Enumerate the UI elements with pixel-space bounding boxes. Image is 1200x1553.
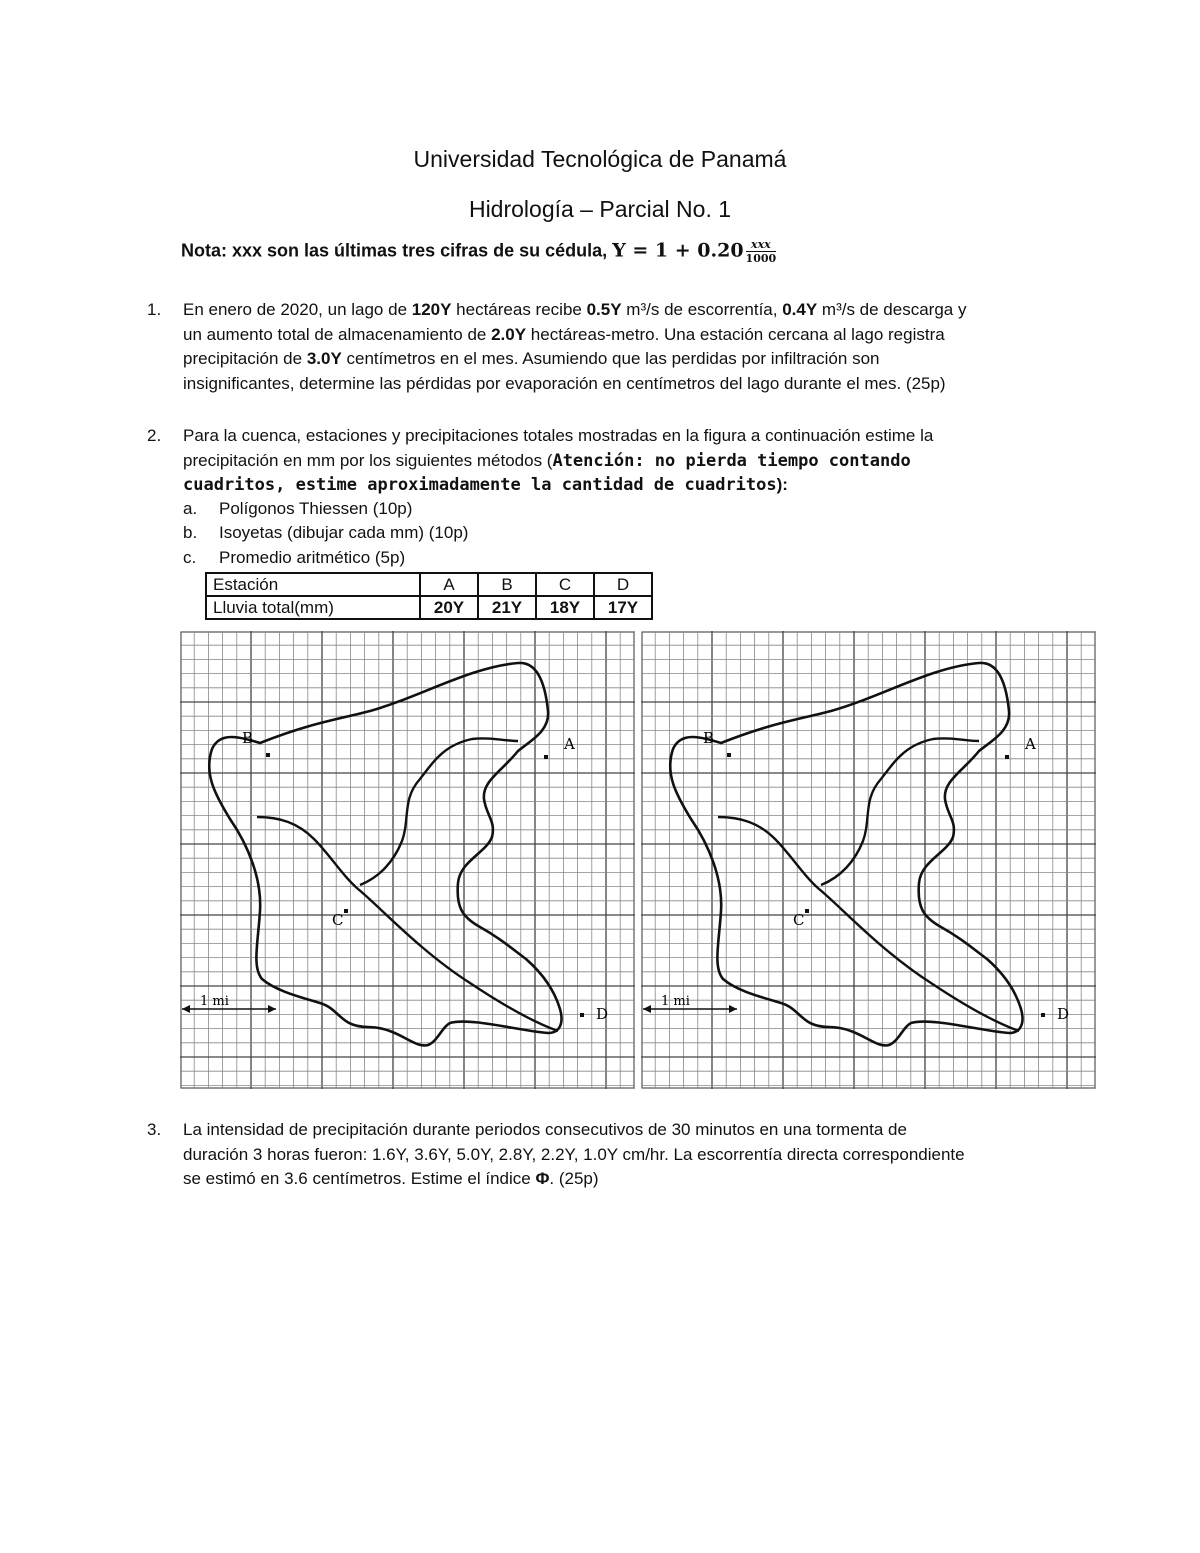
q1-text: insignificantes, determine las pérdidas por evaporación en centímetros del lago durante el mes. (25p) xyxy=(183,373,946,393)
table-row xyxy=(206,573,652,596)
q1-value: 2.0Y xyxy=(491,324,527,344)
station-marker-a xyxy=(1005,755,1009,759)
station-marker-c xyxy=(805,909,809,913)
station-marker-c xyxy=(344,909,348,913)
method-text: Polígonos Thiessen (10p) xyxy=(219,499,413,518)
station-label-c: C xyxy=(793,911,805,929)
scale-label: 1 mi xyxy=(661,994,690,1009)
q1-text: m³/s de escorrentía, xyxy=(621,300,783,319)
station-marker-b xyxy=(266,753,270,757)
station-label-c: C xyxy=(332,911,344,929)
question-number: 1. xyxy=(147,300,162,319)
station-label-b: B xyxy=(703,729,715,747)
grid-lines xyxy=(641,631,1096,1089)
fraction-denominator: 1000 xyxy=(745,252,777,265)
q1-text: hectáreas recibe xyxy=(451,300,587,319)
q1-text: m³/s de descarga y xyxy=(817,300,967,319)
table-cell: A xyxy=(420,573,478,596)
q3-text: se estimó en 3.6 centímetros. Estime el índice xyxy=(183,1169,536,1188)
method-text: Isoyetas (dibujar cada mm) (10p) xyxy=(219,523,469,542)
attention-text: cuadritos, estime aproximadamente la cantidad de cuadritos xyxy=(183,475,777,495)
grid-lines xyxy=(180,631,635,1089)
station-label-d: D xyxy=(1057,1005,1070,1023)
q3-text: . (25p) xyxy=(549,1169,599,1188)
note-fraction xyxy=(746,238,777,265)
q1-value: 0.5Y xyxy=(586,300,622,319)
question-number: 3. xyxy=(147,1120,162,1139)
basin-boundary xyxy=(209,663,561,1046)
basin-map-left xyxy=(180,631,635,1089)
q1-value: 0.4Y xyxy=(782,300,818,319)
table-cell: B xyxy=(478,573,536,596)
question-1 xyxy=(147,298,1087,396)
scale-label: 1 mi xyxy=(200,994,229,1009)
q1-value: 3.0Y xyxy=(306,349,342,368)
method-item xyxy=(183,499,412,519)
q1-text: En enero de 2020, un lago de xyxy=(183,300,412,319)
question-3 xyxy=(147,1118,1087,1192)
method-item xyxy=(183,548,405,568)
table-cell: 21Y xyxy=(478,596,536,619)
phi-symbol: Φ xyxy=(535,1169,550,1188)
attention-text: Atención: no pierda tiempo contando xyxy=(552,450,911,471)
document-title: Universidad Tecnológica de Panamá xyxy=(413,146,787,172)
station-label-a: A xyxy=(564,735,575,753)
station-label-d: D xyxy=(596,1005,609,1023)
question-number: 2. xyxy=(147,426,162,445)
station-marker-b xyxy=(727,753,731,757)
divide-line xyxy=(821,738,979,885)
method-item xyxy=(183,523,468,543)
q1-text: precipitación de xyxy=(183,349,307,368)
table-row xyxy=(206,596,652,619)
method-text: Promedio aritmético (5p) xyxy=(219,548,406,567)
table-cell: C xyxy=(536,573,594,596)
rainfall-table xyxy=(205,572,653,620)
basin-map-right xyxy=(641,631,1096,1089)
note-text: Nota: xxx son las últimas tres cifras de su cédula, xyxy=(181,240,608,261)
station-marker-a xyxy=(544,755,548,759)
station-marker-d xyxy=(580,1013,584,1017)
note-line xyxy=(181,238,1081,265)
method-letter: b. xyxy=(183,523,198,542)
table-header-label: Estación xyxy=(206,573,420,596)
exam-subtitle: Hidrología – Parcial No. 1 xyxy=(468,196,732,222)
fraction-numerator: xxx xyxy=(746,238,777,252)
table-cell: D xyxy=(594,573,652,596)
table-cell: 20Y xyxy=(420,596,478,619)
scale-bar xyxy=(643,994,737,1013)
q2-text: ): xyxy=(776,475,788,494)
q1-value: 120Y xyxy=(411,300,452,319)
q2-text: Para la cuenca, estaciones y precipitaciones totales mostradas en la figura a continuación estime la xyxy=(183,426,934,445)
q3-text: duración 3 horas fueron: 1.6Y, 3.6Y, 5.0Y, 2.8Y, 2.2Y, 1.0Y cm/hr. La escorrentía directa correspondiente xyxy=(183,1144,965,1164)
q1-text: un aumento total de almacenamiento de xyxy=(183,324,492,344)
divide-line xyxy=(360,738,518,885)
q3-text: La intensidad de precipitación durante periodos consecutivos de 30 minutos en una tormenta de xyxy=(183,1120,907,1139)
table-cell: 17Y xyxy=(594,596,652,619)
q2-text: precipitación en mm por los siguientes métodos ( xyxy=(183,450,553,470)
table-row-label: Lluvia total(mm) xyxy=(206,596,420,619)
method-letter: c. xyxy=(183,548,197,567)
q1-text: hectáreas-metro. Una estación cercana al lago registra xyxy=(526,324,945,344)
station-label-a: A xyxy=(1025,735,1036,753)
station-label-b: B xyxy=(242,729,254,747)
scale-bar xyxy=(182,994,276,1013)
basin-boundary xyxy=(670,663,1022,1046)
table-cell: 18Y xyxy=(536,596,594,619)
question-2 xyxy=(147,424,1087,498)
note-equation: Y = 1 + 0.20 xyxy=(612,239,744,262)
q1-text: centímetros en el mes. Asumiendo que las perdidas por infiltración son xyxy=(341,349,880,368)
method-letter: a. xyxy=(183,499,198,518)
station-marker-d xyxy=(1041,1013,1045,1017)
